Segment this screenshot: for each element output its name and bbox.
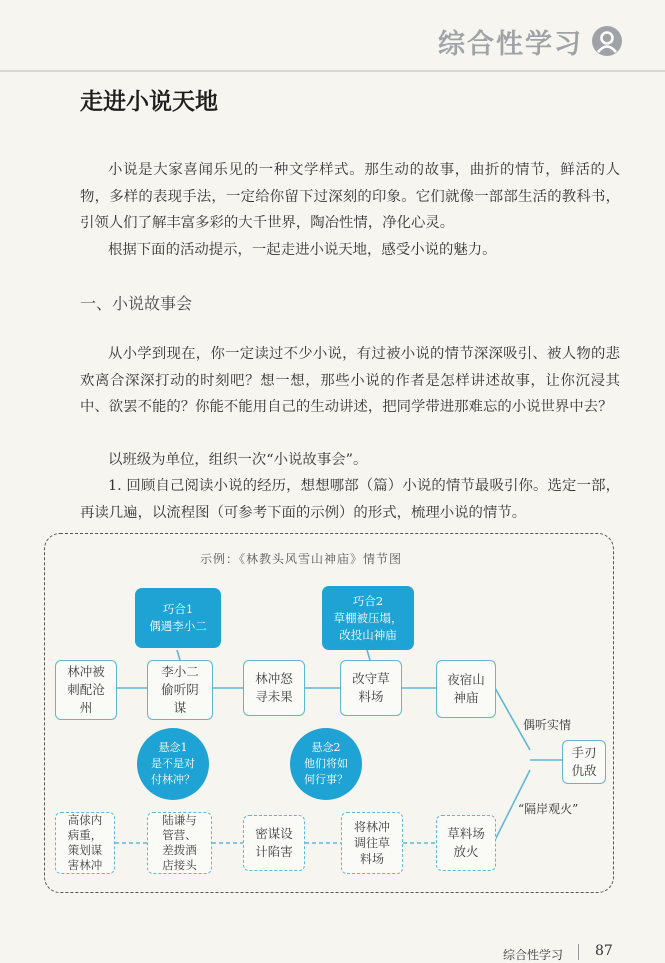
- background-node: 将林冲 调往草 料场: [341, 812, 403, 874]
- diagram-caption: 示例：《林教头风雪山神庙》情节图: [200, 552, 403, 566]
- coincidence-box-2: 巧合2 草棚被压塌， 改投山神庙: [322, 586, 414, 650]
- section-paragraph-2: 以班级为单位，组织一次“小说故事会”。: [108, 452, 368, 468]
- suspense-circle-2: 悬念2 他们将如 何行事？: [290, 728, 362, 800]
- plot-node: 林冲怒 寻未果: [243, 660, 305, 716]
- lesson-title: 走进小说天地: [80, 89, 218, 115]
- background-node: 草料场 放火: [436, 815, 496, 871]
- intro-instruction: 根据下面的活动提示，一起走进小说天地，感受小说的魅力。: [108, 242, 497, 258]
- unit-title: 综合性学习: [438, 29, 583, 60]
- plot-node: 林冲被 刺配沧 州: [55, 660, 117, 720]
- footer-section-label: 综合性学习: [503, 948, 564, 962]
- background-node: 陆谦与 管营、 差拨酒 店接头: [147, 812, 212, 874]
- section-paragraph: 从小学到现在，你一定读过不少小说，有过被小说的情节深深吸引、被人物的悲欢离合深深打动的时刻吧？想一想，那些小说的作者是怎样讲述故事，让你沉浸其中、欲罢不能的？你能不能用自己的生动讲述，把同学带进那难忘的小说世界中去？: [80, 346, 620, 415]
- plot-node: 李小二 偷听阴 谋: [147, 660, 213, 720]
- plot-node: 夜宿山 神庙: [436, 660, 496, 718]
- suspense-circle-1: 悬念1 是不是对 付林冲？: [137, 728, 209, 800]
- plot-node: 改守草 料场: [340, 660, 402, 716]
- footer-divider: [578, 944, 579, 960]
- plot-end-node: 手刃 仇敌: [562, 740, 606, 784]
- section-title: 一、小说故事会: [80, 294, 193, 313]
- branch-label-bottom: “隔岸观火”: [518, 802, 579, 816]
- coincidence-box-1: 巧合1 偶遇李小二: [135, 588, 221, 648]
- page-number: 87: [595, 943, 613, 959]
- background-node: 密谋设 计陷害: [243, 815, 305, 871]
- background-node: 高俅内 病重， 策划谋 害林冲: [55, 812, 115, 874]
- branch-label-top: 偶听实情: [523, 718, 572, 732]
- section-task: 1. 回顾自己阅读小说的经历，想想哪部（篇）小说的情节最吸引你。选定一部，再读几遍，以流程图（可参考下面的示例）的形式，梳理小说的情节。: [80, 478, 620, 521]
- intro-paragraph: 小说是大家喜闻乐见的一种文学样式。那生动的故事，曲折的情节，鲜活的人物，多样的表现手法，一定给你留下过深刻的印象。它们就像一部部生活的教科书，引领人们了解丰富多彩的大千世界，陶冶性情，净化心灵。: [80, 162, 620, 231]
